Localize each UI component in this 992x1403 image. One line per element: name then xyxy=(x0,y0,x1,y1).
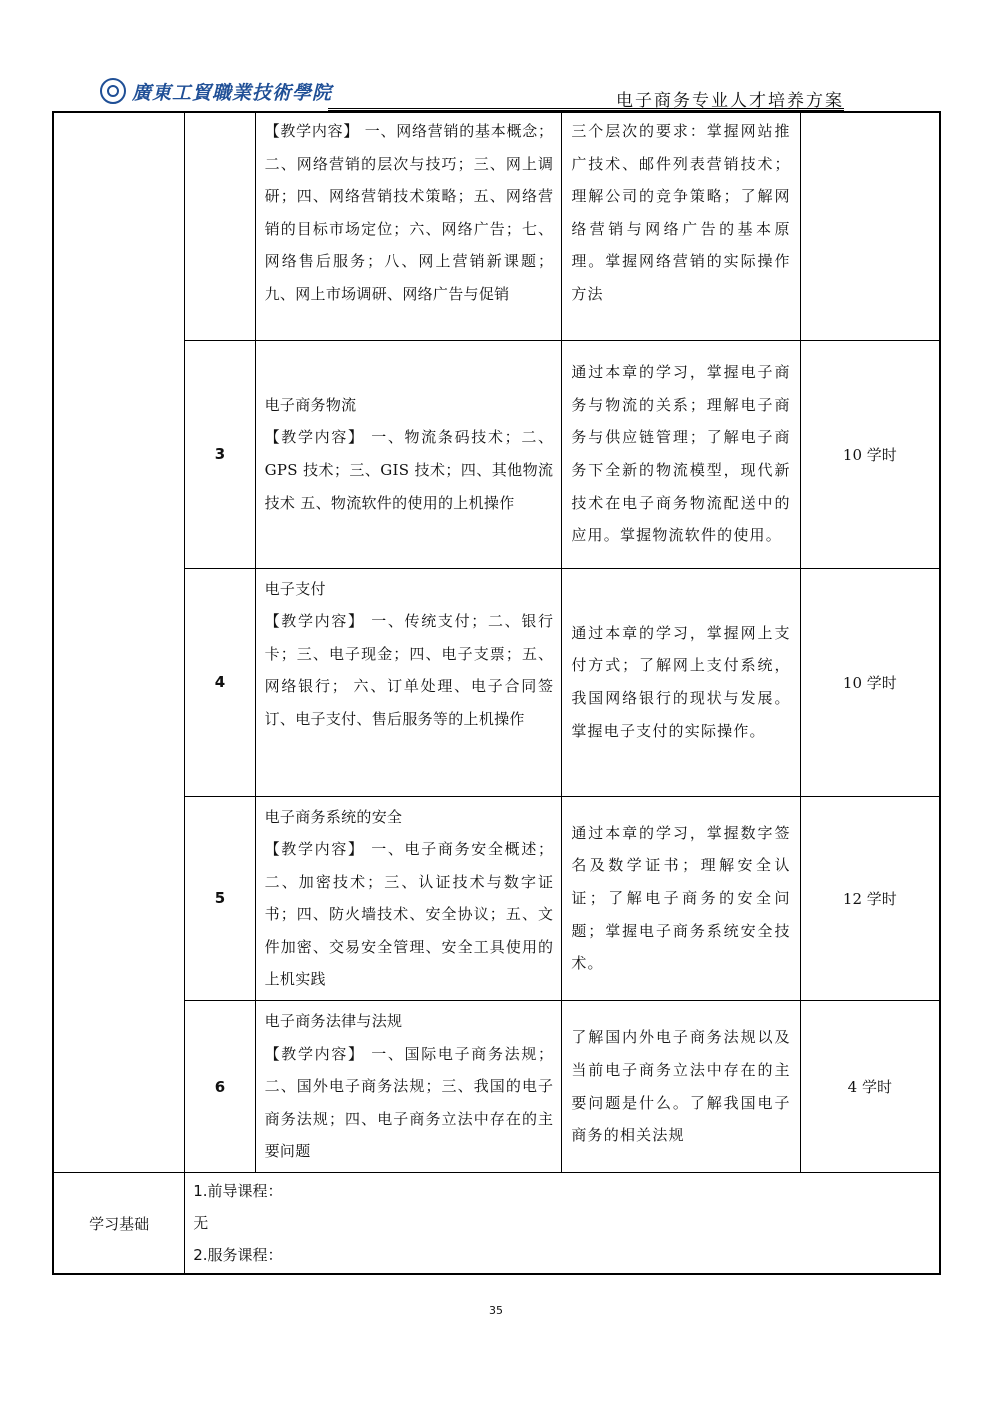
content-cell xyxy=(255,112,562,340)
teaching-content: 【教学内容】 一、电子商务安全概述；二、加密技术；三、认证技术与数字证书；四、防火墙技术、安全协议；五、文件加密、交易安全管理、安全工具使用的上机实践 xyxy=(264,840,554,989)
learning-basis-label: 学习基础 xyxy=(53,1173,185,1275)
chapter-number xyxy=(185,112,255,340)
service-title: 服务课程： xyxy=(207,1246,283,1265)
table-row xyxy=(53,340,940,568)
chapter-topic: 电子支付 xyxy=(264,579,326,598)
hours-cell: 10 学时 xyxy=(800,568,940,796)
page-number: 35 xyxy=(489,1304,503,1317)
teaching-content: 【教学内容】 一、物流条码技术；二、GPS 技术；三、GIS 技术；四、其他物流技术 五、物流软件的使用的上机操作 xyxy=(264,428,554,512)
hours-cell: 10 学时 xyxy=(800,340,940,568)
document-title: 电子商务专业人才培养方案 xyxy=(616,91,844,111)
service-number: 2. xyxy=(193,1246,208,1265)
prereq-line xyxy=(193,1175,931,1207)
service-line xyxy=(193,1239,931,1271)
school-emblem-icon xyxy=(100,78,126,104)
content-cell xyxy=(255,796,562,1001)
chapter-topic: 电子商务物流 xyxy=(264,395,357,414)
hours-cell: 12 学时 xyxy=(800,796,940,1001)
header-rule xyxy=(328,108,844,109)
learning-basis-cell xyxy=(185,1173,940,1275)
chapter-number: 6 xyxy=(185,1001,255,1173)
page-header xyxy=(100,72,844,112)
teaching-content: 【教学内容】 一、传统支付；二、银行卡；三、电子现金；四、电子支票；五、网络银行； 六、订单处理、电子合同签订、电子支付、售后服务等的上机操作 xyxy=(264,612,554,728)
chapter-number: 3 xyxy=(185,340,255,568)
goal-cell xyxy=(562,568,800,796)
content-cell xyxy=(255,568,562,796)
chapter-topic: 电子商务法律与法规 xyxy=(264,1012,403,1031)
prereq-title: 前导课程： xyxy=(207,1182,283,1201)
table-row xyxy=(53,1173,940,1275)
course-content-table xyxy=(52,111,941,1275)
goal-cell xyxy=(562,112,800,340)
goal-cell xyxy=(562,340,800,568)
table-row xyxy=(53,568,940,796)
row-label-cell xyxy=(53,112,185,1173)
hours-cell xyxy=(800,112,940,340)
chapter-number: 5 xyxy=(185,796,255,1001)
goal-cell xyxy=(562,796,800,1001)
teaching-content: 【教学内容】 一、国际电子商务法规；二、国外电子商务法规；三、我国的电子商务法规；四、电子商务立法中存在的主要问题 xyxy=(264,1044,554,1161)
learning-goal: 通过本章的学习，掌握网上支付方式；了解网上支付系统，我国网络银行的现状与发展。掌握电子支付的实际操作。 xyxy=(571,623,791,740)
learning-goal: 了解国内外电子商务法规以及当前电子商务立法中存在的主要问题是什么。了解我国电子商务的相关法规 xyxy=(571,1028,791,1145)
teaching-content: 【教学内容】 一、网络营销的基本概念；二、网络营销的层次与技巧；三、网上调研；四、网络营销技术策略；五、网络营销的目标市场定位；六、网络广告；七、网络售后服务；八、网上营销新课题；九、网上市场调研、网络广告与促销 xyxy=(264,122,554,303)
table-row xyxy=(53,112,940,340)
learning-goal: 通过本章的学习，掌握电子商务与物流的关系；理解电子商务与供应链管理；了解电子商务下全新的物流模型，现代新技术在电子商务物流配送中的应用。掌握物流软件的使用。 xyxy=(571,363,791,545)
school-name: 廣東工貿職業技術學院 xyxy=(132,81,333,104)
table-row xyxy=(53,1001,940,1173)
content-cell xyxy=(255,1001,562,1173)
hours-cell: 4 学时 xyxy=(800,1001,940,1173)
learning-goal: 通过本章的学习，掌握数字签名及数学证书；理解安全认证；了解电子商务的安全问题；掌握电子商务系统安全技术。 xyxy=(571,823,791,973)
prereq-value: 无 xyxy=(193,1214,209,1233)
content-cell xyxy=(255,340,562,568)
school-logo xyxy=(100,76,332,106)
chapter-number: 4 xyxy=(185,568,255,796)
prereq-number: 1. xyxy=(193,1182,208,1201)
learning-goal: 三个层次的要求：掌握网站推广技术、邮件列表营销技术；理解公司的竞争策略；了解网络营销与网络广告的基本原理。掌握网络营销的实际操作方法 xyxy=(571,122,791,303)
chapter-topic: 电子商务系统的安全 xyxy=(264,807,403,826)
goal-cell xyxy=(562,1001,800,1173)
table-row xyxy=(53,796,940,1001)
